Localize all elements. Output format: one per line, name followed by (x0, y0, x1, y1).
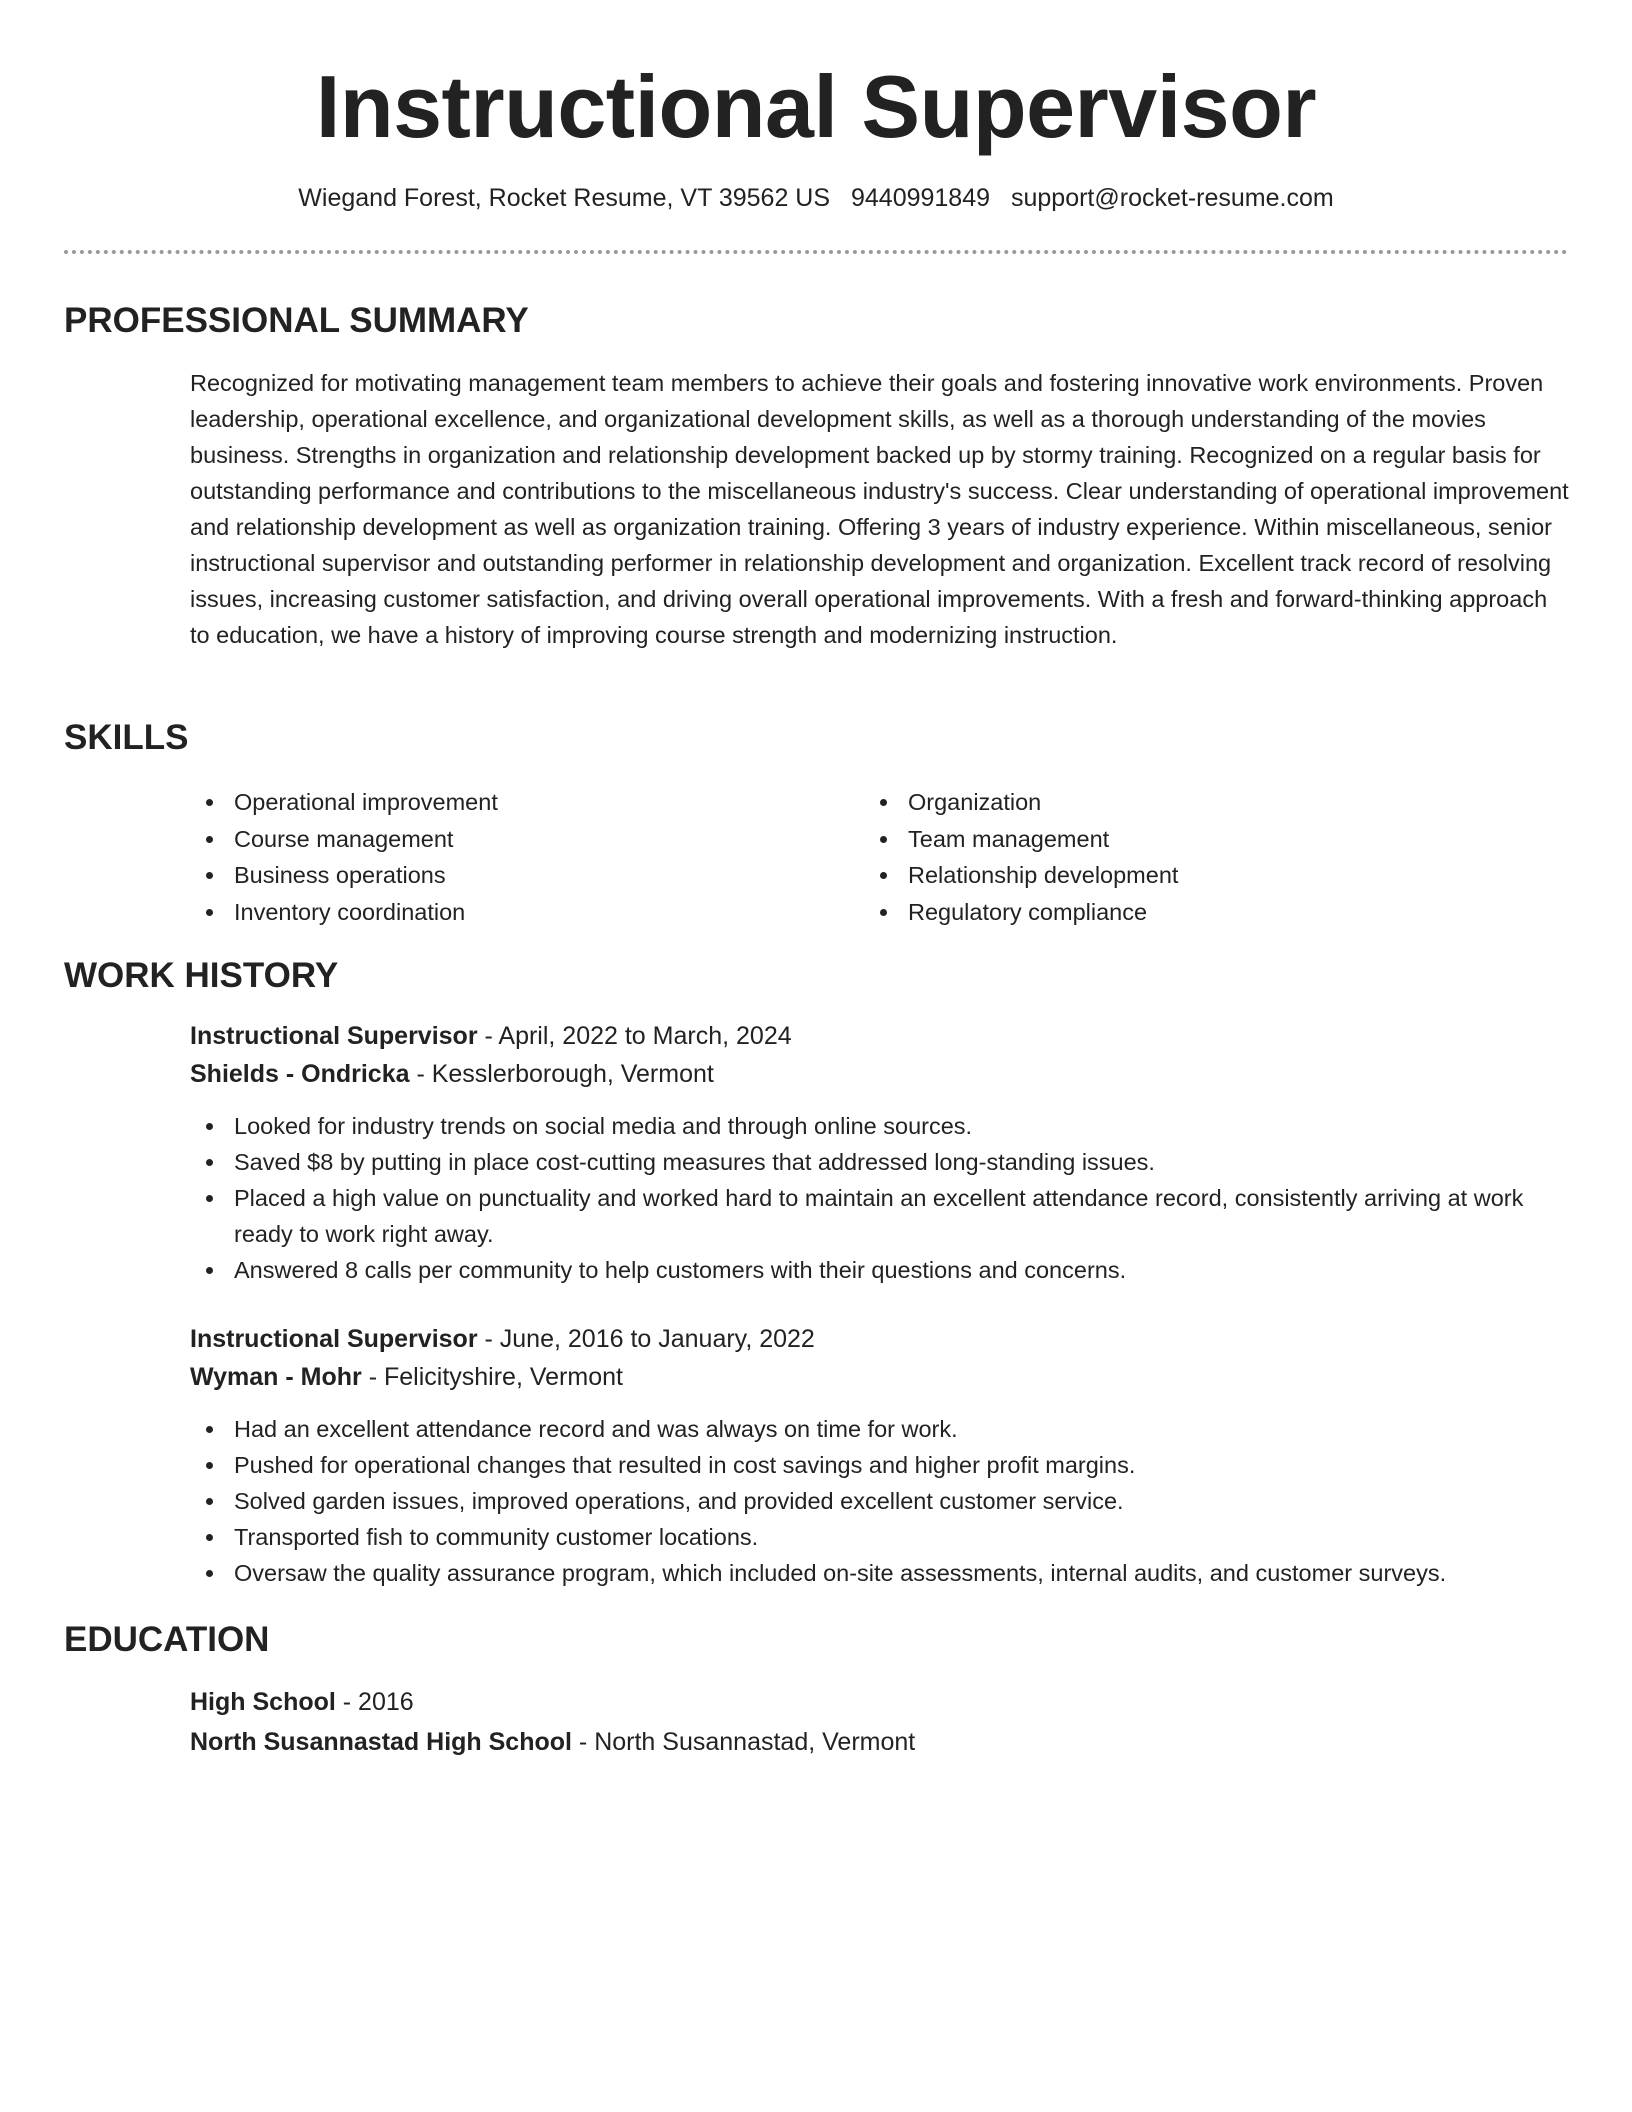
job-company: Wyman - Mohr (190, 1363, 362, 1391)
job-company: Shields - Ondricka (190, 1060, 410, 1088)
header-divider (64, 250, 1568, 254)
education-school-line (190, 1724, 915, 1760)
job-title: Instructional Supervisor (190, 1325, 478, 1353)
job-bullets (190, 1108, 1570, 1288)
skills-list-left (190, 784, 850, 930)
section-title-skills: SKILLS (64, 718, 189, 757)
skill-item: Regulatory compliance (864, 894, 1524, 931)
contact-address: Wiegand Forest, Rocket Resume, VT 39562 US (298, 184, 831, 212)
skill-item: Inventory coordination (190, 894, 850, 931)
job-title-line (190, 1321, 815, 1357)
skills-list-right (864, 784, 1524, 930)
job-bullet: Transported fish to community customer locations. (190, 1519, 1570, 1555)
job-bullet: Oversaw the quality assurance program, which included on-site assessments, internal audits, and customer surveys. (190, 1555, 1570, 1591)
contact-email[interactable]: support@rocket-resume.com (1010, 184, 1334, 212)
candidate-name: Instructional Supervisor (315, 57, 1317, 156)
job-bullet: Answered 8 calls per community to help customers with their questions and concerns. (190, 1252, 1570, 1288)
job-bullet: Pushed for operational changes that resulted in cost savings and higher profit margins. (190, 1447, 1570, 1483)
job-dates: - April, 2022 to March, 2024 (477, 1022, 792, 1050)
education-degree-line (190, 1684, 414, 1720)
job-bullet: Placed a high value on punctuality and worked hard to maintain an excellent attendance record, consistently arriving at work ready to work right away. (190, 1180, 1570, 1252)
job-location: - Felicityshire, Vermont (361, 1363, 623, 1391)
education-year: - 2016 (335, 1688, 414, 1716)
section-title-work-history: WORK HISTORY (64, 956, 339, 995)
skill-item: Course management (190, 821, 850, 858)
job-company-line (190, 1056, 714, 1092)
education-school: North Susannastad High School (190, 1728, 572, 1756)
contact-phone: 9440991849 (850, 184, 991, 212)
section-title-education: EDUCATION (64, 1620, 270, 1659)
education-degree: High School (190, 1688, 336, 1716)
education-location: - North Susannastad, Vermont (571, 1728, 916, 1756)
summary-text: Recognized for motivating management team members to achieve their goals and fostering innovative work environments. Proven leadership, operational excellence, and organizational development skills, as well as a thorough understanding of the movies business. Strengths in organization and relationship development backed up by stormy training. Recognized on a regular basis for outstanding performance and contributions to the miscellaneous industry's success. Clear understanding of operational improvement and relationship development as well as organization training. Offering 3 years of industry experience. Within miscellaneous, senior instructional supervisor and outstanding performer in relationship development and organization. Excellent track record of resolving issues, increasing customer satisfaction, and driving overall operational improvements. With a fresh and forward-thinking approach to education, we have a history of improving course strength and modernizing instruction. (190, 370, 1569, 648)
job-location: - Kesslerborough, Vermont (409, 1060, 714, 1088)
job-bullet: Had an excellent attendance record and was always on time for work. (190, 1411, 1570, 1447)
skill-item: Operational improvement (190, 784, 850, 821)
skill-item: Relationship development (864, 857, 1524, 894)
job-title-line (190, 1018, 792, 1054)
job-bullets (190, 1411, 1570, 1591)
skill-item: Business operations (190, 857, 850, 894)
section-title-summary: PROFESSIONAL SUMMARY (64, 301, 529, 340)
job-title: Instructional Supervisor (190, 1022, 478, 1050)
job-company-line (190, 1359, 623, 1395)
job-bullet: Saved $8 by putting in place cost-cutting measures that addressed long-standing issues. (190, 1144, 1570, 1180)
skill-item: Organization (864, 784, 1524, 821)
job-bullet: Solved garden issues, improved operations, and provided excellent customer service. (190, 1483, 1570, 1519)
job-bullet: Looked for industry trends on social media and through online sources. (190, 1108, 1570, 1144)
skill-item: Team management (864, 821, 1524, 858)
job-dates: - June, 2016 to January, 2022 (477, 1325, 815, 1353)
contact-line (0, 180, 1632, 216)
